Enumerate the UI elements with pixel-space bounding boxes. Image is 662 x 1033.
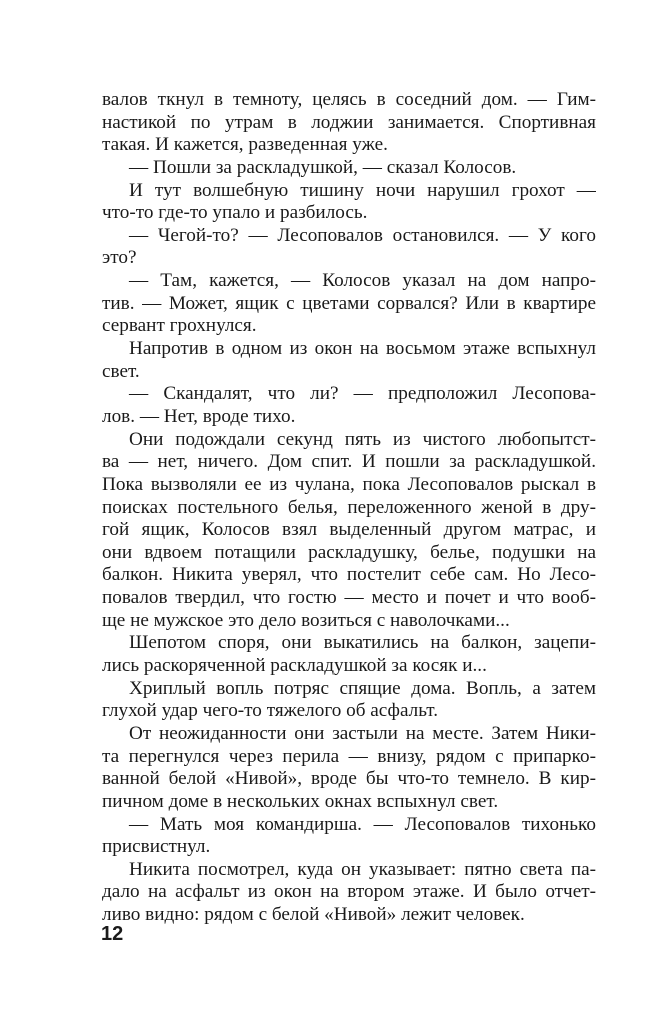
- text-line: От неожиданности они застыли на месте. Затем Ники-: [129, 722, 596, 744]
- text-line: лов. — Нет, вроде тихо.: [102, 405, 296, 427]
- text-line: Они подождали секунд пять из чистого любопытст-: [129, 428, 596, 450]
- text-line: лись раскоряченной раскладушкой за косяк и...: [102, 655, 487, 677]
- text-line: — Скандалят, что ли? — предположил Лесопова-: [129, 383, 596, 405]
- text-line: — Пошли за раскладушкой, — сказал Колосов.: [129, 156, 517, 178]
- text-line: ванной белой «Нивой», вроде бы что-то темнело. В кир-: [102, 768, 596, 790]
- text-line: сервант грохнулся.: [102, 315, 257, 337]
- text-line: гой ящик, Колосов взял выделенный другом матрас, и: [102, 519, 596, 541]
- text-line: они вдвоем потащили раскладушку, белье, подушки на: [102, 541, 596, 563]
- text-line: дало на асфальт из окон на втором этаже. И было отчет-: [102, 881, 596, 903]
- text-line: это?: [102, 247, 137, 269]
- text-line: что-то где-то упало и разбилось.: [102, 202, 368, 224]
- text-line: присвистнул.: [102, 836, 211, 858]
- text-line: такая. И кажется, разведенная уже.: [102, 134, 388, 156]
- text-line: валов ткнул в темноту, целясь в соседний дом. — Гим-: [102, 89, 596, 110]
- text-line: ливо видно: рядом с белой «Нивой» лежит человек.: [102, 904, 525, 926]
- body-text: [102, 89, 596, 927]
- text-line: Никита посмотрел, куда он указывает: пятно света па-: [129, 858, 596, 880]
- text-line: И тут волшебную тишину ночи нарушил грохот —: [129, 179, 596, 201]
- text-line: — Мать моя командирша. — Лесоповалов тихонько: [129, 813, 596, 835]
- text-line: — Чегой-то? — Лесоповалов остановился. — У кого: [129, 224, 596, 246]
- text-line: — Там, кажется, — Колосов указал на дом напро-: [129, 270, 596, 292]
- text-line: Пока вызволяли ее из чулана, пока Лесоповалов рыскал в: [102, 473, 596, 495]
- text-line: Напротив в одном из окон на восьмом этаже вспыхнул: [129, 338, 596, 360]
- text-line: ще не мужское это дело возиться с наволочками...: [102, 609, 510, 631]
- text-line: тив. — Может, ящик с цветами сорвался? Или в квартире: [102, 292, 596, 314]
- text-line: Шепотом споря, они выкатились на балкон, зацепи-: [129, 632, 596, 654]
- text-line: повалов твердил, что гостю — место и почет и что вооб-: [102, 587, 596, 609]
- text-line: балкон. Никита уверял, что постелит себе сам. Но Лесо-: [102, 564, 596, 586]
- text-line: настикой по утрам в лоджии занимается. Спортивная: [102, 111, 596, 133]
- text-line: поисках постельного белья, переложенного женой в дру-: [102, 496, 596, 518]
- text-line: свет.: [102, 360, 140, 382]
- text-line: та перегнулся через перила — внизу, рядом с припарко-: [102, 745, 596, 767]
- page-number: 12: [101, 923, 124, 945]
- text-line: Хриплый вопль потряс спящие дома. Вопль, а затем: [129, 677, 596, 699]
- text-line: пичном доме в нескольких окнах вспыхнул свет.: [102, 790, 499, 812]
- text-line: глухой удар чего-то тяжелого об асфальт.: [102, 700, 439, 722]
- text-line: ва — нет, ничего. Дом спит. И пошли за раскладушкой.: [102, 451, 596, 473]
